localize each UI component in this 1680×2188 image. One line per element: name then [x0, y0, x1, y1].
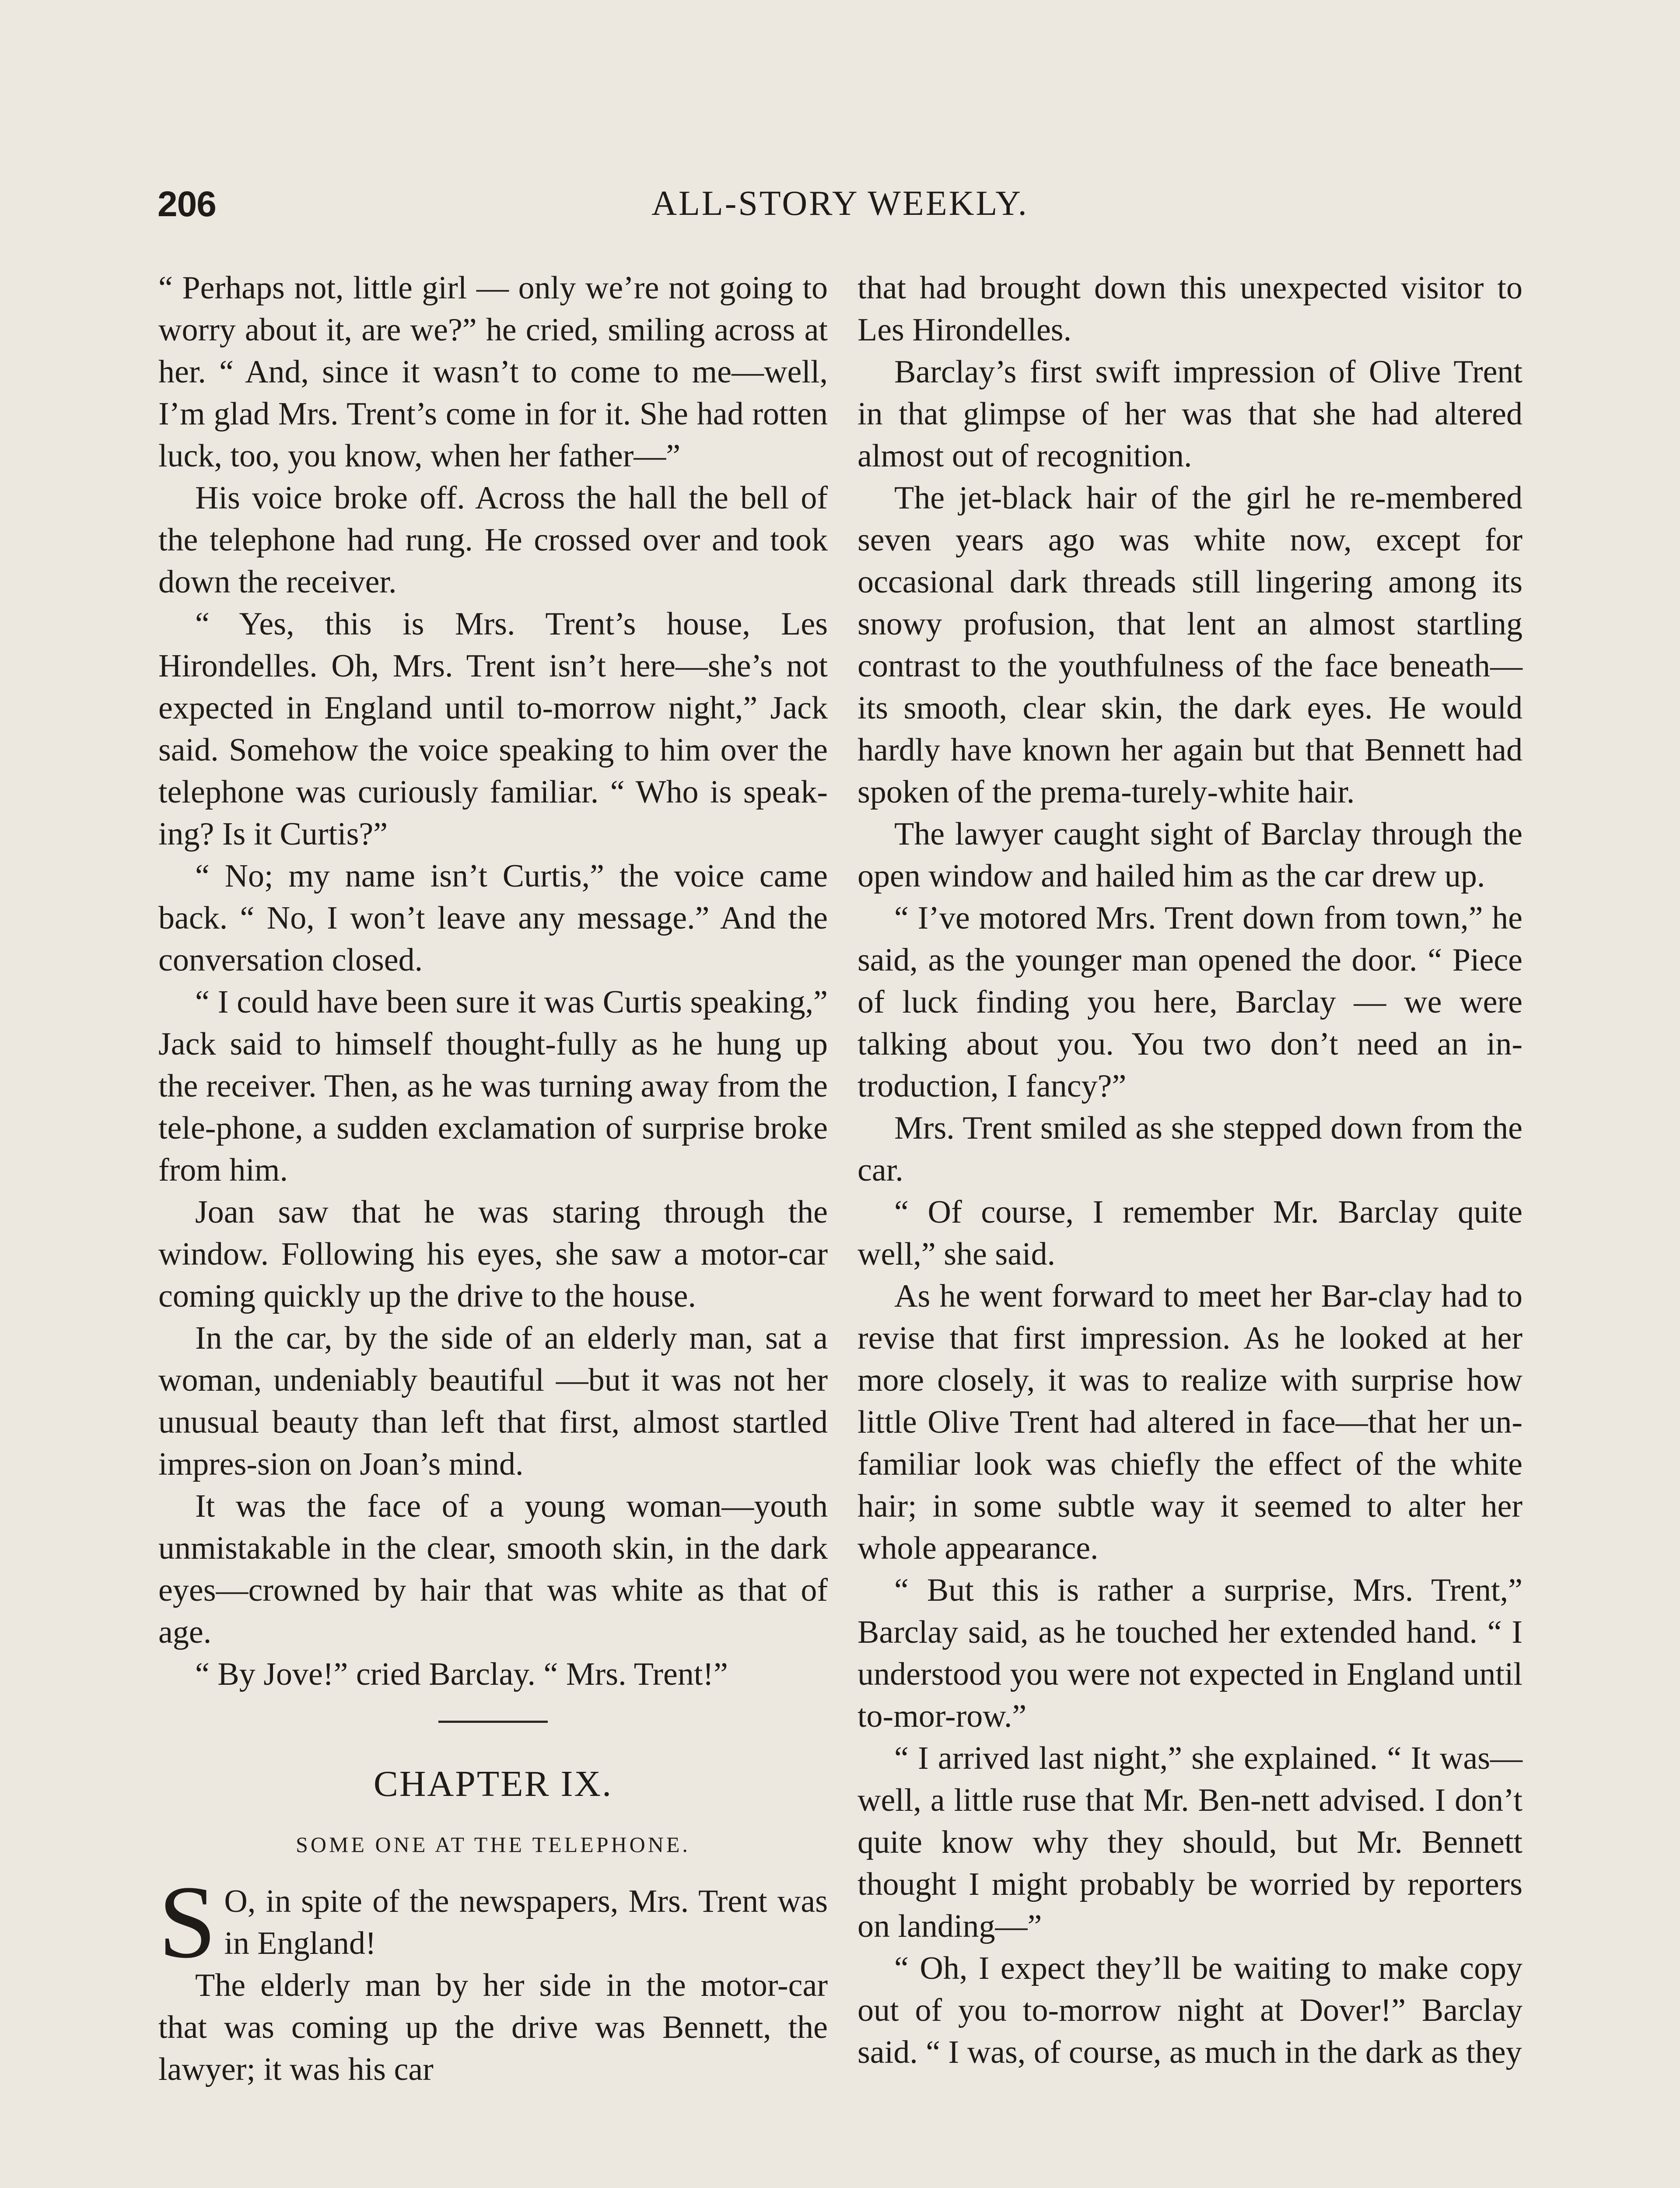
paragraph: “ Oh, I expect they’ll be waiting to make copy out of you to-morrow night at Dover!” Barclay said. “ I was, of course, as much in the dark as they — [858, 1950, 1522, 2070]
paragraph: As he went forward to meet her Bar-clay had to revise that first impression. As he looked at her more closely, it was to realize with surprise how little Olive Trent had altered in face—that her un-familiar look was chiefly the effect of the white hair; in some subtle way it seemed to alter her whole appearance. — [858, 1278, 1522, 1566]
paragraph: The lawyer caught sight of Barclay through the open window and hailed him as the car drew up. — [858, 816, 1522, 894]
chapter-subtitle: SOME ONE AT THE TELEPHONE. — [296, 1832, 690, 1857]
chapter-opening-paragraph — [158, 1865, 828, 1980]
paragraph: Barclay’s first swift impression of Olive Trent in that glimpse of her was that she had altered almost out of recognition. — [858, 354, 1522, 474]
paragraph: In the car, by the side of an elderly man, sat a woman, undeniably beautiful —but it was not her unusual beauty than left that first, almost startled impres-sion on Joan’s mind. — [158, 1320, 828, 1482]
paragraph: “ But this is rather a surprise, Mrs. Trent,” Barclay said, as he touched her extended hand. “ I understood you were not expected in England until to-mor-row.” — [858, 1572, 1522, 1734]
paragraph: The jet-black hair of the girl he re-membered seven years ago was white now, except for occasional dark threads still lingering among its snowy profusion, that lent an almost startling contrast to the youthfulness of the face beneath—its smooth, clear skin, the dark eyes. He would hardly have known her again but that Bennett had spoken of the prema-turely-white hair. — [858, 480, 1522, 810]
paragraph: The elderly man by her side in the motor-car that was coming up the drive was Bennett, the lawyer; it was his car — [158, 1967, 828, 2087]
section-divider — [438, 1721, 548, 1723]
paragraph: His voice broke off. Across the hall the bell of the telephone had rung. He crossed over and took down the receiver. — [158, 480, 828, 600]
right-column — [858, 267, 1522, 2073]
opening-text: O, in spite of the newspapers, Mrs. Trent was in England! — [224, 1883, 828, 1961]
paragraph: Mrs. Trent smiled as she stepped down from the car. — [858, 1110, 1522, 1188]
running-title: ALL-STORY WEEKLY. — [651, 184, 1029, 223]
chapter-title: CHAPTER IX. — [373, 1764, 613, 1804]
continued-paragraph: that had brought down this unexpected visitor to Les Hirondelles. — [858, 270, 1522, 348]
paragraph: It was the face of a young woman—youth unmistakable in the clear, smooth skin, in the dark eyes—crowned by hair that was white as that of age. — [158, 1488, 828, 1650]
paragraph: “ Of course, I remember Mr. Barclay quite well,” she said. — [858, 1194, 1522, 1272]
paragraph: “ I arrived last night,” she explained. “ It was—well, a little ruse that Mr. Ben-nett advised. I don’t quite know why they should, but Mr. Bennett thought I might probably be worried by reporters on landing—” — [858, 1740, 1522, 1944]
page-number: 206 — [158, 184, 216, 224]
paragraph: Joan saw that he was staring through the window. Following his eyes, she saw a motor-car coming quickly up the drive to the house. — [158, 1194, 828, 1314]
left-column — [158, 267, 828, 2090]
paragraph: “ Yes, this is Mrs. Trent’s house, Les Hirondelles. Oh, Mrs. Trent isn’t here—she’s not expected in England until to-morrow night,” Jack said. Somehow the voice speaking to him over the telephone was curiously familiar. “ Who is speak-ing? Is it Curtis?” — [158, 606, 828, 852]
paragraph: “ By Jove!” cried Barclay. “ Mrs. Trent!” — [195, 1656, 728, 1692]
page-header — [158, 184, 1522, 232]
paragraph: “ I’ve motored Mrs. Trent down from town,” he said, as the younger man opened the door. “ Piece of luck finding you here, Barclay — we were talking about you. You two don’t need an in-troduction, I fancy?” — [858, 900, 1522, 1104]
paragraph: “ No; my name isn’t Curtis,” the voice came back. “ No, I won’t leave any message.” And the conversation closed. — [158, 858, 828, 978]
paragraph: “ Perhaps not, little girl — only we’re not going to worry about it, are we?” he cried, smiling across at her. “ And, since it wasn’t to come to me—well, I’m glad Mrs. Trent’s come in for it. She had rotten luck, too, you know, when her father—” — [158, 270, 828, 474]
drop-cap: S — [158, 1865, 217, 1980]
paragraph: “ I could have been sure it was Curtis speaking,” Jack said to himself thought-fully as he hung up the receiver. Then, as he was turning away from the tele-phone, a sudden exclamation of surprise broke from him. — [158, 984, 828, 1188]
